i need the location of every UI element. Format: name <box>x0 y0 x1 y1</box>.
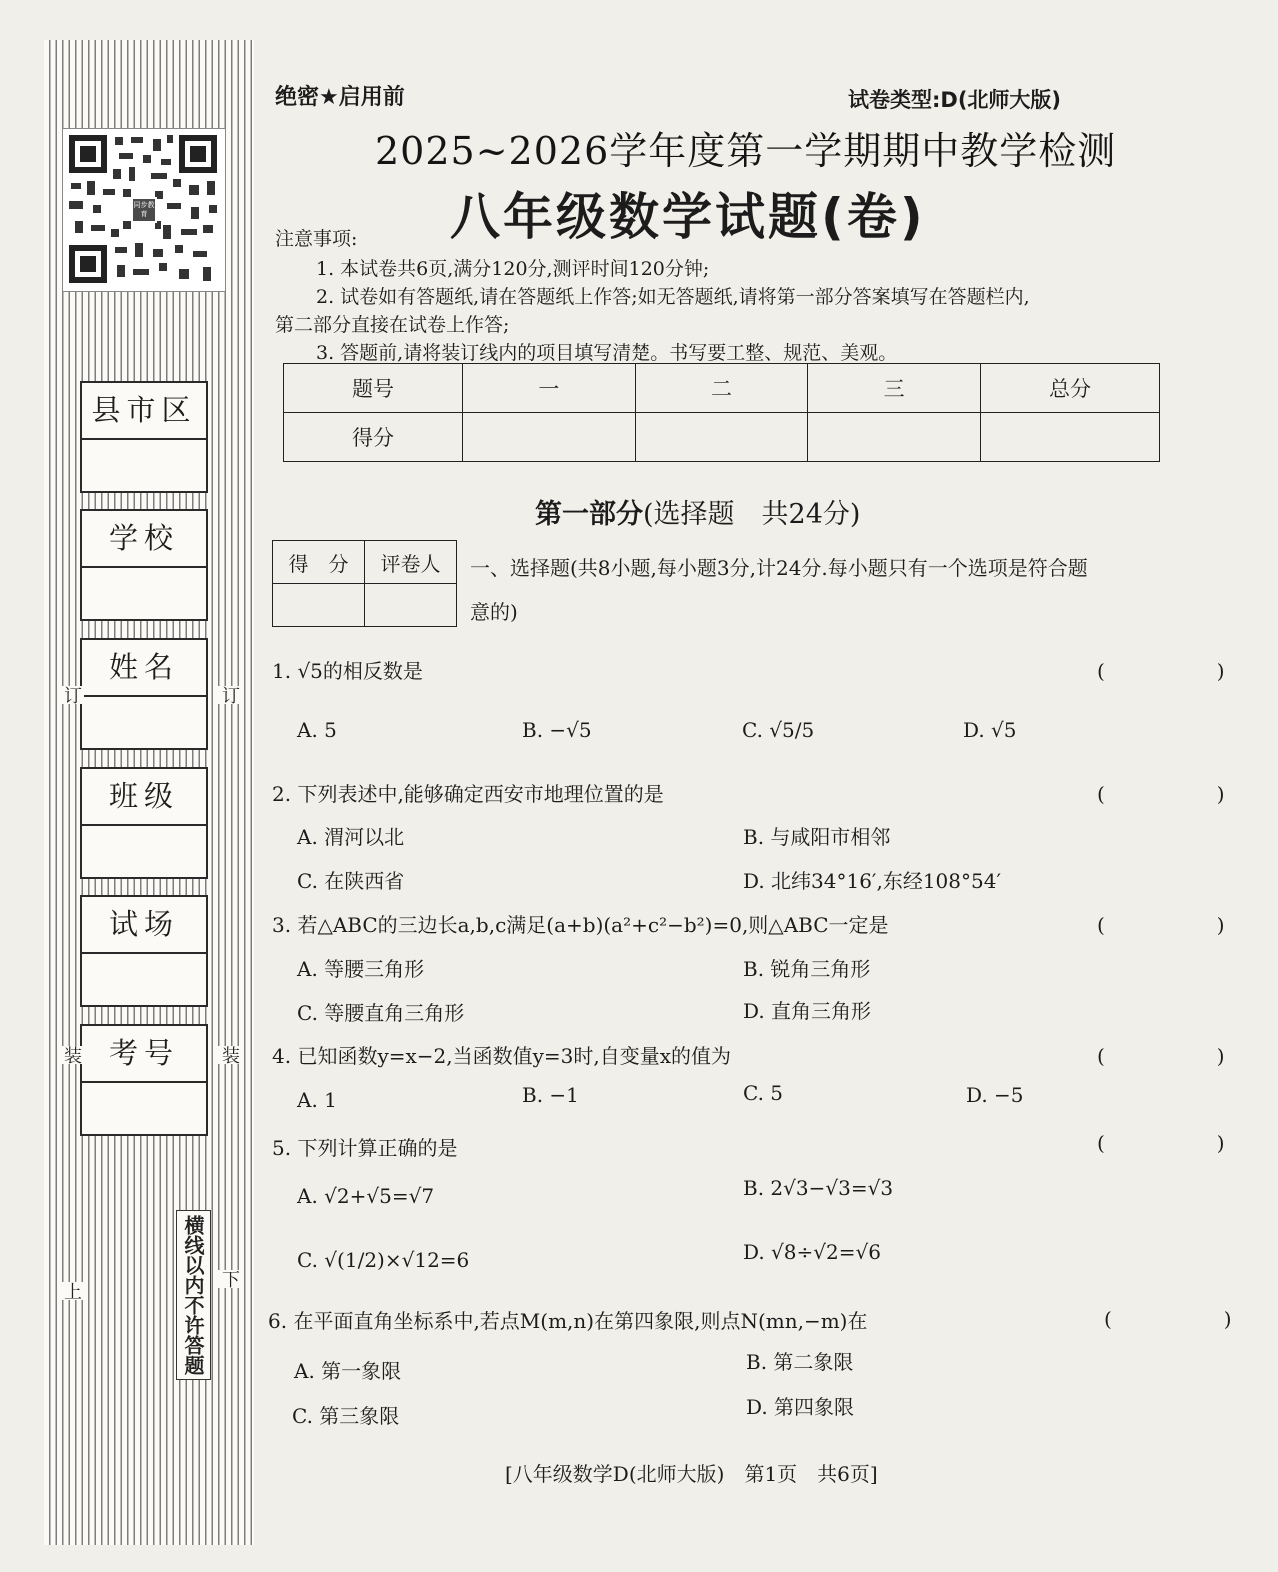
question-1-option-a[interactable]: A. 5 <box>297 718 337 742</box>
qr-code <box>62 128 226 292</box>
question-3-stem: 3. 若△ABC的三边长a,b,c满足(a+b)(a²+c²−b²)=0,则△ABC一定是 <box>272 913 889 937</box>
exam-title: 2025~2026学年度第一学期期中教学检测 <box>375 129 1117 173</box>
field-name[interactable] <box>80 638 208 750</box>
part1-title <box>535 492 860 531</box>
answer-slot[interactable]: ( ) <box>1097 1044 1271 1068</box>
binding-mark-xia: 下 <box>216 1270 242 1288</box>
qr-logo: 同步教育 <box>131 197 157 223</box>
question-5-option-a[interactable]: A. √2+√5=√7 <box>297 1184 435 1208</box>
question-4-option-c[interactable]: C. 5 <box>743 1081 784 1105</box>
question-4-stem: 4. 已知函数y=x−2,当函数值y=3时,自变量x的值为 <box>272 1044 732 1068</box>
grader-score-cell[interactable] <box>273 584 365 627</box>
field-county-label: 县市区 <box>82 383 206 440</box>
field-class[interactable] <box>80 767 208 879</box>
question-2-option-c[interactable]: C. 在陕西省 <box>297 869 405 893</box>
grader-name-label: 评卷人 <box>365 541 457 584</box>
binding-mark-shang: 上 <box>58 1282 84 1300</box>
binding-mark-ding-right: 订 <box>216 686 242 704</box>
paper-type: 试卷类型:D(北师大版) <box>848 88 1062 112</box>
question-1-stem: 1. √5的相反数是 <box>272 659 423 683</box>
notice-item-3: 3. 答题前,请将装订线内的项目填写清楚。书写要工整、规范、美观。 <box>316 342 898 364</box>
question-2-option-d[interactable]: D. 北纬34°16′,东经108°54′ <box>743 869 1001 893</box>
page-footer: [八年级数学D(北师大版) 第1页 共6页] <box>505 1462 878 1486</box>
answer-slot[interactable]: ( ) <box>1104 1307 1278 1331</box>
score-header-part3: 三 <box>808 364 981 413</box>
field-school-label: 学校 <box>82 511 206 568</box>
question-4-option-a[interactable]: A. 1 <box>297 1088 337 1112</box>
grader-table <box>272 540 457 627</box>
question-6-stem: 6. 在平面直角坐标系中,若点M(m,n)在第四象限,则点N(mn,−m)在 <box>268 1309 868 1333</box>
secret-label: 绝密★启用前 <box>275 85 405 110</box>
field-exam-number[interactable] <box>80 1024 208 1136</box>
question-3-option-d[interactable]: D. 直角三角形 <box>743 999 872 1023</box>
field-county[interactable] <box>80 381 208 493</box>
question-1-option-c[interactable]: C. √5/5 <box>742 718 815 742</box>
notice-item-2-cont: 第二部分直接在试卷上作答; <box>275 314 510 336</box>
question-6-option-c[interactable]: C. 第三象限 <box>292 1404 400 1428</box>
question-1-option-d[interactable]: D. √5 <box>963 718 1017 742</box>
notice-item-2: 2. 试卷如有答题纸,请在答题纸上作答;如无答题纸,请将第一部分答案填写在答题栏内, <box>316 286 1030 308</box>
score-header-part2: 二 <box>635 364 808 413</box>
part1-title-main: 第一部分 <box>535 499 643 530</box>
binding-warning: 横线以内不许答题 <box>176 1210 211 1380</box>
answer-slot[interactable]: ( ) <box>1097 1131 1271 1155</box>
answer-slot[interactable]: ( ) <box>1097 659 1271 683</box>
field-school[interactable] <box>80 509 208 621</box>
grader-score-label: 得 分 <box>273 541 365 584</box>
field-name-label: 姓名 <box>82 640 206 697</box>
question-4-option-d[interactable]: D. −5 <box>966 1083 1024 1107</box>
question-3-option-c[interactable]: C. 等腰直角三角形 <box>297 1001 465 1025</box>
score-cell[interactable] <box>463 413 636 462</box>
answer-slot[interactable]: ( ) <box>1097 782 1271 806</box>
binding-mark-zhuang-right: 装 <box>216 1046 242 1064</box>
field-exam-room[interactable] <box>80 895 208 1007</box>
question-1-option-b[interactable]: B. −√5 <box>522 718 592 742</box>
score-header-label: 题号 <box>284 364 463 413</box>
field-exam-number-label: 考号 <box>82 1026 206 1083</box>
section1-instructions: 一、选择题(共8小题,每小题3分,计24分.每小题只有一个选项是符合题 <box>470 556 1088 580</box>
score-cell[interactable] <box>981 413 1160 462</box>
notice-heading: 注意事项: <box>275 228 358 250</box>
question-6-option-d[interactable]: D. 第四象限 <box>746 1395 855 1419</box>
score-header-total: 总分 <box>981 364 1160 413</box>
question-6-option-b[interactable]: B. 第二象限 <box>746 1350 854 1374</box>
part1-subtitle: (选择题 共24分) <box>643 499 861 530</box>
field-class-label: 班级 <box>82 769 206 826</box>
question-4-option-b[interactable]: B. −1 <box>522 1083 579 1107</box>
question-5-option-b[interactable]: B. 2√3−√3=√3 <box>743 1176 894 1200</box>
paper-title: 八年级数学试题(卷) <box>450 188 926 246</box>
question-2-stem: 2. 下列表述中,能够确定西安市地理位置的是 <box>272 782 664 806</box>
question-5-option-c[interactable]: C. √(1/2)×√12=6 <box>297 1248 470 1272</box>
score-cell[interactable] <box>808 413 981 462</box>
score-row-label: 得分 <box>284 413 463 462</box>
binding-mark-zhuang-left: 装 <box>58 1046 84 1064</box>
section1-instructions-cont: 意的) <box>470 600 518 624</box>
question-6-option-a[interactable]: A. 第一象限 <box>294 1359 402 1383</box>
answer-slot[interactable]: ( ) <box>1097 913 1271 937</box>
question-3-option-a[interactable]: A. 等腰三角形 <box>297 957 425 981</box>
score-cell[interactable] <box>635 413 808 462</box>
question-5-stem: 5. 下列计算正确的是 <box>272 1136 458 1160</box>
question-5-option-d[interactable]: D. √8÷√2=√6 <box>743 1240 881 1264</box>
binding-mark-ding-left: 订 <box>58 686 84 704</box>
notice-item-1: 1. 本试卷共6页,满分120分,测评时间120分钟; <box>316 258 710 280</box>
grader-name-cell[interactable] <box>365 584 457 627</box>
question-3-option-b[interactable]: B. 锐角三角形 <box>743 957 871 981</box>
question-2-option-b[interactable]: B. 与咸阳市相邻 <box>743 825 891 849</box>
field-exam-room-label: 试场 <box>82 897 206 954</box>
question-2-option-a[interactable]: A. 渭河以北 <box>297 825 405 849</box>
score-table <box>283 363 1160 462</box>
score-header-part1: 一 <box>463 364 636 413</box>
